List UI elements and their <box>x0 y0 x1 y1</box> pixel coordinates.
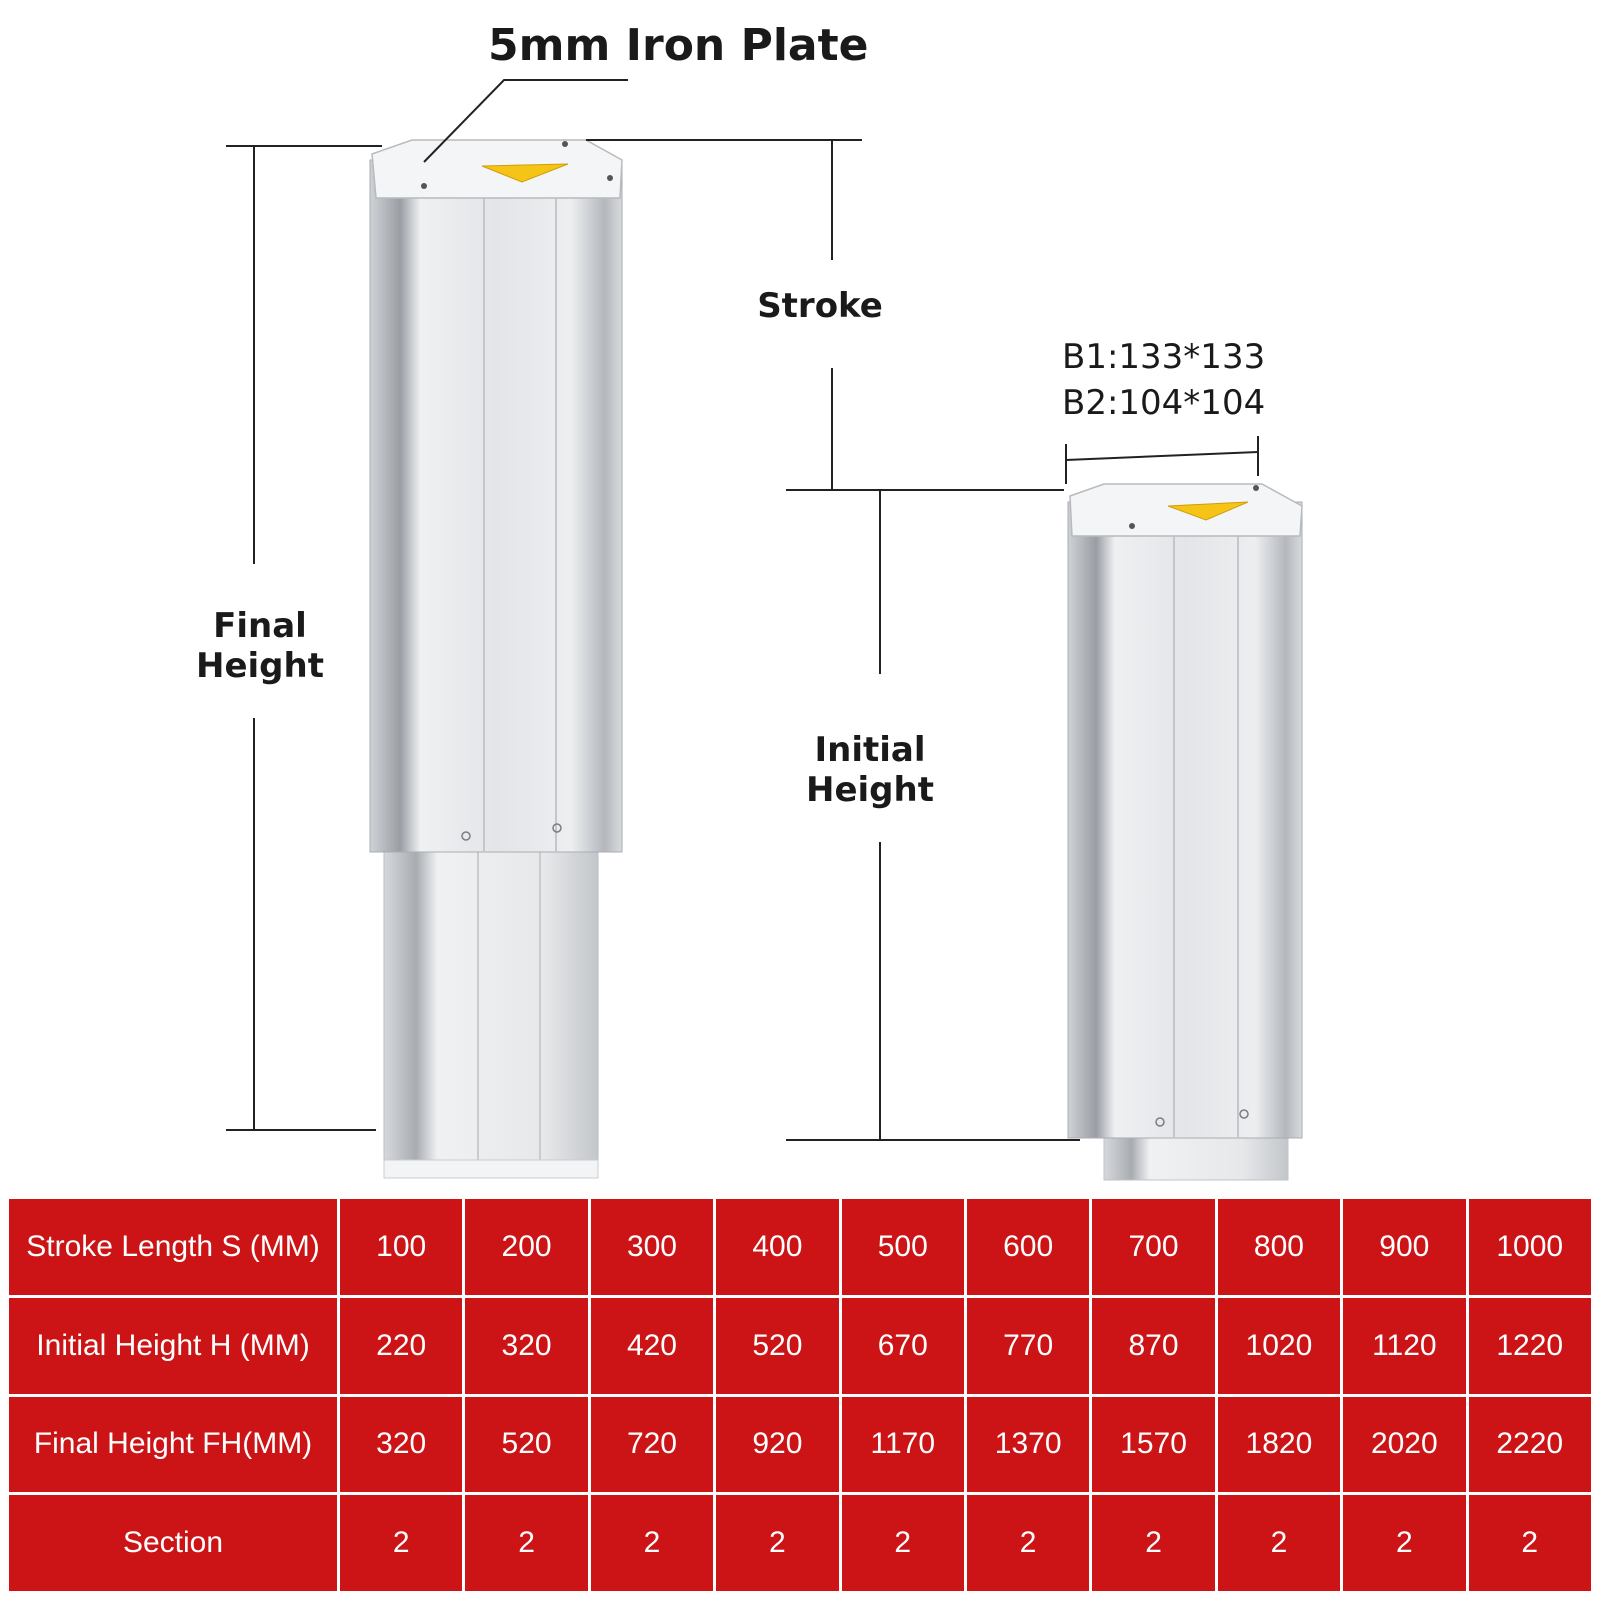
table-cell: 2 <box>965 1494 1090 1593</box>
table-cell: 320 <box>339 1395 464 1494</box>
extended-column <box>370 140 622 1178</box>
outer-tube <box>370 160 622 852</box>
table-cell: 500 <box>840 1198 965 1297</box>
table-cell: 800 <box>1216 1198 1341 1297</box>
table-cell: 2 <box>1216 1494 1341 1593</box>
table-cell: 1370 <box>965 1395 1090 1494</box>
spec-table <box>6 1196 1594 1594</box>
table-cell: 1020 <box>1216 1296 1341 1395</box>
table-cell: 2 <box>589 1494 714 1593</box>
table-cell: 600 <box>965 1198 1090 1297</box>
table-cell: 770 <box>965 1296 1090 1395</box>
table-cell: 2 <box>1467 1494 1592 1593</box>
table-cell: 900 <box>1342 1198 1467 1297</box>
row-header: Initial Height H (MM) <box>8 1296 339 1395</box>
table-cell: 1120 <box>1342 1296 1467 1395</box>
table-cell: 700 <box>1091 1198 1216 1297</box>
table-cell: 870 <box>1091 1296 1216 1395</box>
table-row <box>8 1395 1593 1494</box>
table-cell: 520 <box>464 1395 589 1494</box>
iron-plate-label: 5mm Iron Plate <box>488 20 869 71</box>
table-cell: 1220 <box>1467 1296 1592 1395</box>
table-cell: 2 <box>339 1494 464 1593</box>
dimension-b2: B2:104*104 <box>1062 383 1266 423</box>
section-dimensions <box>1062 334 1292 426</box>
table-cell: 1570 <box>1091 1395 1216 1494</box>
table-cell: 1000 <box>1467 1198 1592 1297</box>
row-header: Stroke Length S (MM) <box>8 1198 339 1297</box>
table-cell: 300 <box>589 1198 714 1297</box>
table-cell: 520 <box>715 1296 840 1395</box>
stroke-label: Stroke <box>757 286 883 326</box>
spec-table-body <box>8 1198 1593 1593</box>
final-height-label <box>180 606 340 686</box>
table-cell: 400 <box>715 1198 840 1297</box>
table-row <box>8 1296 1593 1395</box>
table-cell: 1820 <box>1216 1395 1341 1494</box>
table-cell: 100 <box>339 1198 464 1297</box>
initial-height-label <box>790 730 950 810</box>
table-cell: 2 <box>464 1494 589 1593</box>
final-height-label-line2: Height <box>196 646 324 686</box>
table-cell: 2 <box>1091 1494 1216 1593</box>
table-cell: 2 <box>840 1494 965 1593</box>
table-cell: 420 <box>589 1296 714 1395</box>
retracted-column <box>1068 484 1302 1180</box>
dimension-b1: B1:133*133 <box>1062 337 1266 377</box>
initial-height-label-line2: Height <box>806 770 934 810</box>
table-row <box>8 1198 1593 1297</box>
table-cell: 720 <box>589 1395 714 1494</box>
outer-tube <box>1068 502 1302 1138</box>
row-header: Section <box>8 1494 339 1593</box>
inner-tube <box>384 830 598 1176</box>
table-cell: 2020 <box>1342 1395 1467 1494</box>
table-cell: 2220 <box>1467 1395 1592 1494</box>
table-cell: 1170 <box>840 1395 965 1494</box>
table-cell: 320 <box>464 1296 589 1395</box>
table-cell: 2 <box>1342 1494 1467 1593</box>
initial-height-label-line1: Initial <box>814 730 926 770</box>
table-cell: 670 <box>840 1296 965 1395</box>
table-cell: 2 <box>715 1494 840 1593</box>
table-cell: 200 <box>464 1198 589 1297</box>
final-height-label-line1: Final <box>213 606 307 646</box>
row-header: Final Height FH(MM) <box>8 1395 339 1494</box>
table-row <box>8 1494 1593 1593</box>
table-cell: 220 <box>339 1296 464 1395</box>
table-cell: 920 <box>715 1395 840 1494</box>
